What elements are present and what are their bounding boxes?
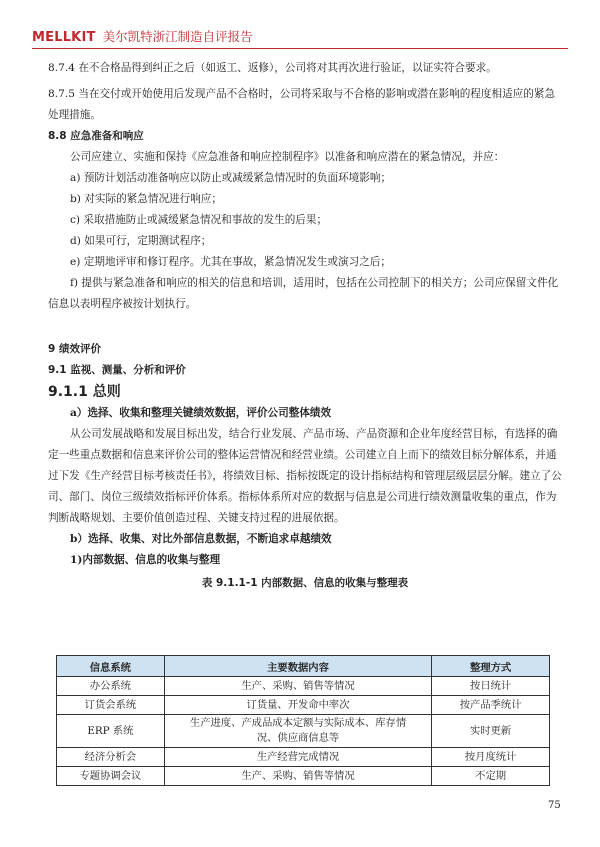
brand-logo: MELLKIT xyxy=(32,30,96,45)
paragraph-8-8: 公司应建立、实施和保持《应急准备和响应控制程序》以准备和响应潜在的紧急情况，并应： xyxy=(70,151,505,163)
list-item: d) 如果可行，定期测试程序； xyxy=(70,235,212,247)
subheading-1: 1)内部数据、信息的收集与整理 xyxy=(70,554,221,566)
page-number: 75 xyxy=(548,800,561,811)
column-header: 整理方式 xyxy=(432,656,550,677)
heading-9-1: 9.1 监视、测量、分析和评价 xyxy=(48,364,186,376)
column-header: 信息系统 xyxy=(57,656,165,677)
table-cell: 经济分析会 xyxy=(57,748,165,767)
paragraph-8-7-4: 8.7.4 在不合格品得到纠正之后（如返工、返修），公司将对其再次进行验证，以证实符合要求。 xyxy=(48,62,497,74)
table-cell: 订货会系统 xyxy=(57,696,165,715)
paragraph-a: 从公司发展战略和发展目标出发，结合行业发展、产品市场、产品资源和企业年度经营目标，有选择的确定一些重点数据和信息来评价公司的整体运营情况和经营业绩。公司建立自上而下的绩效目标分解体系，并通过下发《生产经营目标考核责任书》，将绩效目标、指标按既定的设计指标结构和管理层级层层分解。建立了公司、部门、岗位三级绩效指标评价体系。指标体系所对应的数据与信息是公司进行绩效测量收集的重点，作为判断战略规划、主要价值创造过程、关键支持过程的进展依据。 xyxy=(48,428,562,524)
page-header xyxy=(32,26,568,49)
data-table xyxy=(56,655,550,786)
list-item: a) 预防计划活动准备响应以防止或减缓紧急情况时的负面环境影响； xyxy=(70,172,392,184)
header-title: 美尔凯特浙江制造自评报告 xyxy=(102,29,253,44)
subheading-a: a）选择、收集和整理关键绩效数据，评价公司整体绩效 xyxy=(70,407,332,419)
list-item: b) 对实际的紧急情况进行响应； xyxy=(70,193,222,205)
heading-9-1-1: 9.1.1 总则 xyxy=(48,384,121,400)
table-row xyxy=(57,715,550,748)
table-cell: 按月度统计 xyxy=(432,748,550,767)
list-item: c) 采取措施防止或减缓紧急情况和事故的发生的后果； xyxy=(70,214,328,226)
table-row xyxy=(57,748,550,767)
table-cell: ERP 系统 xyxy=(57,715,165,748)
list-item: f) 提供与紧急准备和响应的相关的信息和培训，适用时，包括在公司控制下的相关方；公司应保留文件化信息以表明程序被按计划执行。 xyxy=(48,277,559,310)
table-cell: 按产品季统计 xyxy=(432,696,550,715)
paragraph-8-7-5: 8.7.5 当在交付或开始使用后发现产品不合格时，公司将采取与不合格的影响或潜在影响的程度相适应的紧急处理措施。 xyxy=(48,88,556,121)
table-header-row xyxy=(57,656,550,677)
heading-8-8: 8.8 应急准备和响应 xyxy=(48,130,144,142)
table-cell: 生产、采购、销售等情况 xyxy=(164,767,431,786)
table-cell: 不定期 xyxy=(432,767,550,786)
table-caption: 表 9.1.1-1 内部数据、信息的收集与整理表 xyxy=(201,577,409,589)
table-cell: 专题协调会议 xyxy=(57,767,165,786)
table-cell: 办公系统 xyxy=(57,677,165,696)
table-cell: 按日统计 xyxy=(432,677,550,696)
column-header: 主要数据内容 xyxy=(164,656,431,677)
table-row xyxy=(57,677,550,696)
heading-9: 9 绩效评价 xyxy=(48,343,101,355)
table-cell: 生产进度、产成品成本定额与实际成本、库存情况、供应商信息等 xyxy=(164,715,431,748)
table-cell: 生产经营完成情况 xyxy=(164,748,431,767)
table-row xyxy=(57,767,550,786)
table-cell: 订货量、开发命中率次 xyxy=(164,696,431,715)
table-cell: 生产、采购、销售等情况 xyxy=(164,677,431,696)
list-item: e) 定期地评审和修订程序。尤其在事故，紧急情况发生或演习之后； xyxy=(70,256,391,268)
table-cell: 实时更新 xyxy=(432,715,550,748)
page-body xyxy=(48,58,562,591)
subheading-b: b）选择、收集、对比外部信息数据，不断追求卓越绩效 xyxy=(70,533,332,545)
table-row xyxy=(57,696,550,715)
